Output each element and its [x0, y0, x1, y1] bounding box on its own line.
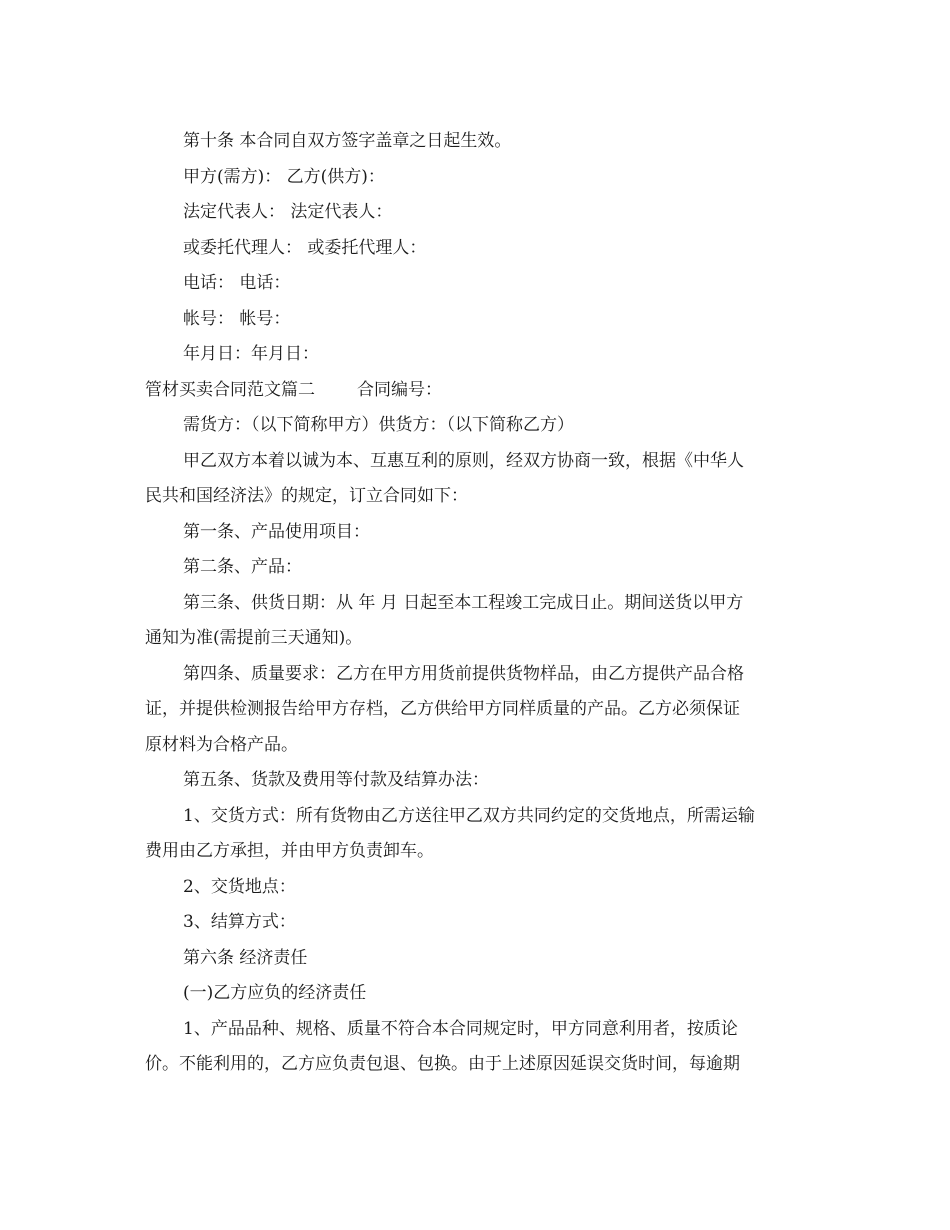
liability-item-one-line-2: 价。不能利用的，乙方应负责包退、包换。由于上述原因延误交货时间，每逾期: [145, 1054, 740, 1074]
contract-number-label: 合同编号：: [357, 379, 442, 400]
article-six-line: 第六条 经济责任: [183, 947, 308, 968]
phone-line: 电话： 电话：: [183, 273, 291, 293]
article-three-line-1: 第三条、供货日期：从 年 月 日起至本工程竣工完成日止。期间送货以甲方: [183, 592, 744, 613]
section-title-line: [145, 373, 810, 409]
preamble-line-2: 民共和国经济法》的规定，订立合同如下：: [145, 486, 468, 506]
article-four-line-1: 第四条、质量要求：乙方在甲方用货前提供货物样品，由乙方提供产品合格: [183, 663, 744, 684]
article-ten-line: 第十条 本合同自双方签字盖章之日起生效。: [183, 131, 512, 151]
date-line: 年月日：年月日：: [183, 344, 319, 364]
party-b-liability-line: (一)乙方应负的经济责任: [183, 983, 367, 1003]
section-title: 管材买卖合同范文篇二: [145, 379, 315, 400]
preamble-line-1: 甲乙双方本着以诚为本、互惠互利的原则，经双方协商一致，根据《中华人: [183, 450, 744, 471]
party-a-b-line: 甲方(需方)： 乙方(供方)：: [183, 166, 385, 187]
buyer-seller-line: 需货方：（以下简称甲方）供货方：（以下简称乙方）: [183, 415, 574, 435]
article-four-line-3: 原材料为合格产品。: [145, 734, 298, 755]
account-line: 帐号： 帐号：: [183, 308, 291, 329]
article-five-line: 第五条、货款及费用等付款及结算办法：: [183, 770, 489, 790]
delivery-place-line: 2、交货地点：: [183, 876, 296, 897]
contract-body: [145, 124, 810, 1083]
article-three-line-2: 通知为准(需提前三天通知)。: [145, 628, 363, 648]
settlement-method-line: 3、结算方式：: [183, 912, 296, 932]
article-two-line: 第二条、产品：: [183, 557, 302, 577]
article-four-line-2: 证，并提供检测报告给甲方存档，乙方供给甲方同样质量的产品。乙方必须保证: [145, 699, 740, 719]
delivery-method-line-1: 1、交货方式：所有货物由乙方送往甲乙双方共同约定的交货地点，所需运输: [183, 805, 755, 826]
article-one-line: 第一条、产品使用项目：: [183, 521, 370, 542]
delivery-method-line-2: 费用由乙方承担，并由甲方负责卸车。: [145, 841, 434, 861]
liability-item-one-line-1: 1、产品品种、规格、质量不符合本合同规定时，甲方同意利用者，按质论: [183, 1018, 738, 1039]
legal-representative-line: 法定代表人： 法定代表人：: [183, 202, 393, 222]
authorized-agent-line: 或委托代理人： 或委托代理人：: [183, 237, 427, 258]
